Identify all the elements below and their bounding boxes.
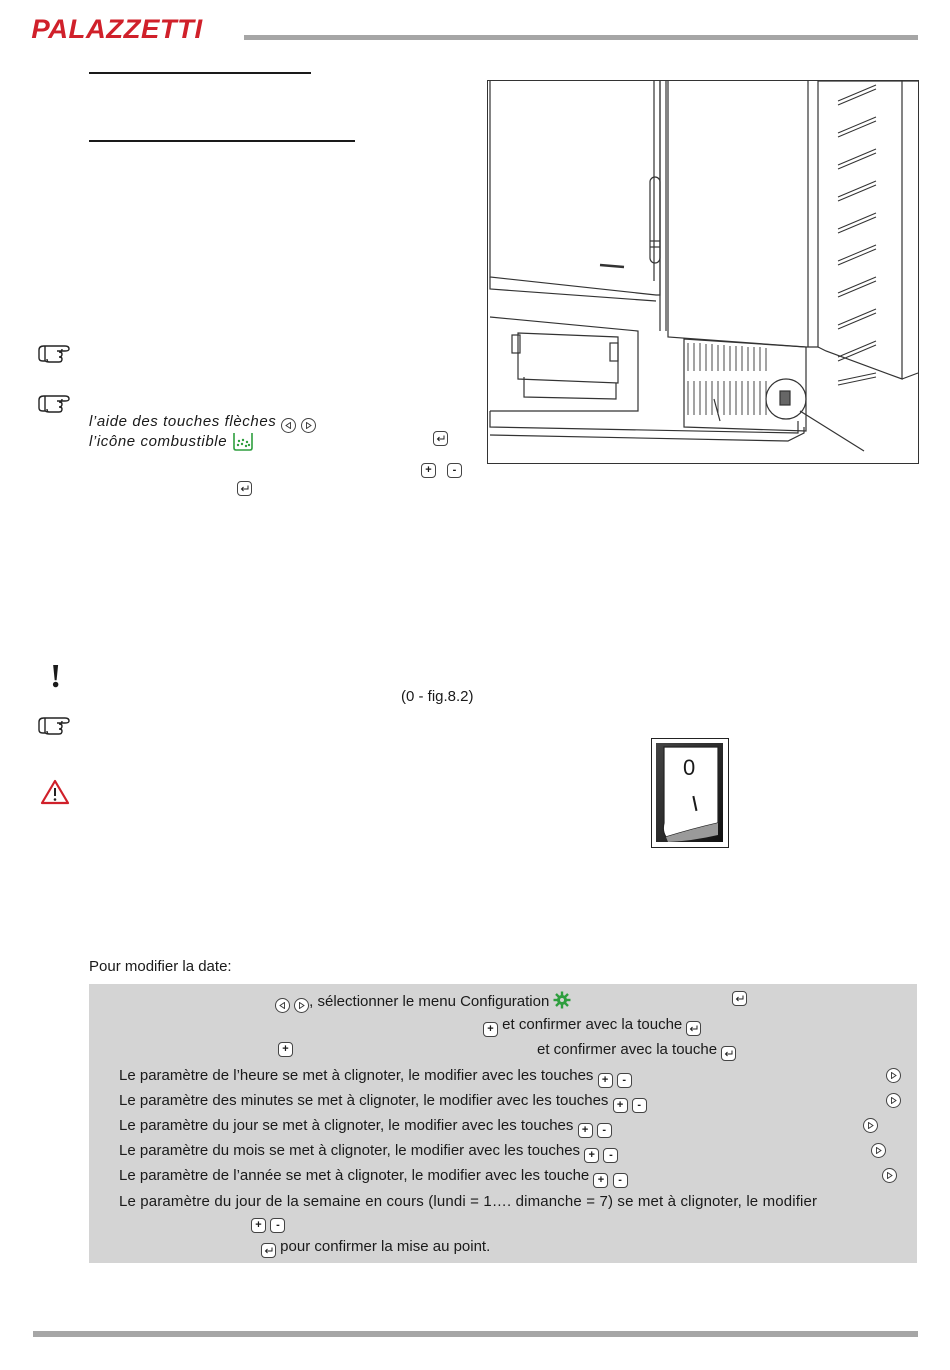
instruction-text: , sélectionner le menu Configuration: [309, 993, 550, 1010]
instruction-line: [119, 1067, 632, 1088]
instruction-text: et confirmer avec la touche: [537, 1041, 718, 1058]
arrow-right-key-icon: [871, 1143, 886, 1158]
instruction-line: [119, 1092, 647, 1113]
minus-key-icon: -: [617, 1073, 632, 1088]
arrow-right-key-icon: [886, 1093, 901, 1108]
instruction-panel: [89, 984, 917, 1263]
minus-key-icon: -: [447, 463, 462, 478]
minus-key-icon: -: [603, 1148, 618, 1163]
stove-drawing: [488, 81, 920, 465]
arrow-right-key-icon: [886, 1068, 901, 1083]
minus-key-icon: -: [597, 1123, 612, 1138]
instruction-text: et confirmer avec la touche: [502, 1016, 683, 1033]
enter-key-icon: [686, 1021, 701, 1036]
hand-pointer-icon: [37, 340, 75, 366]
left-text: l’icône combustible: [89, 433, 228, 450]
header-rule: [244, 35, 918, 40]
minus-key-icon: -: [270, 1218, 285, 1233]
plus-key-icon: +: [578, 1123, 593, 1138]
date-intro: Pour modifier la date:: [89, 958, 232, 975]
fuel-icon: [232, 431, 254, 451]
instruction-line: [275, 991, 571, 1013]
enter-key-icon: [261, 1243, 276, 1258]
instruction-text: Le paramètre de l’année se met à clignoter, le modifier avec les touche: [119, 1167, 590, 1184]
switch-off-label: 0: [683, 755, 696, 780]
instruction-text: pour confirmer la mise au point.: [280, 1238, 491, 1255]
instruction-text: Le paramètre du jour se met à clignoter, le modifier avec les touches: [119, 1117, 574, 1134]
instruction-text: Le paramètre du jour de la semaine en cours (lundi = 1…. dimanche = 7) se met à clignoter, le modifier: [119, 1193, 818, 1210]
instruction-line: [483, 1016, 701, 1037]
instruction-line: [119, 1193, 817, 1210]
enter-key-icon: [433, 431, 448, 446]
instruction-line: [261, 1238, 490, 1258]
title-rule: [89, 140, 355, 142]
arrow-right-key-icon: [301, 418, 316, 433]
footer-rule: [33, 1331, 918, 1337]
enter-key-icon: [732, 991, 747, 1006]
title-rule: [89, 72, 311, 74]
plus-key-icon: +: [483, 1022, 498, 1037]
plus-key-icon: +: [278, 1042, 293, 1057]
left-text: l’aide des touches flèches: [89, 413, 277, 430]
exclamation-icon: !: [50, 658, 62, 695]
arrow-right-key-icon: [863, 1118, 878, 1133]
arrow-left-key-icon: [275, 998, 290, 1013]
left-text-line: [89, 413, 316, 433]
plus-key-icon: +: [593, 1173, 608, 1188]
minus-key-icon: -: [632, 1098, 647, 1113]
brand-logo: PALAZZETTI: [31, 14, 203, 44]
arrow-right-key-icon: [294, 998, 309, 1013]
enter-key-icon: [721, 1046, 736, 1061]
enter-key-icon: [237, 481, 252, 496]
instruction-line: [119, 1117, 612, 1138]
arrow-right-key-icon: [882, 1168, 897, 1183]
instruction-line: [119, 1142, 618, 1163]
arrow-left-key-icon: [281, 418, 296, 433]
warning-triangle-icon: [40, 779, 70, 805]
key-group: [251, 1212, 285, 1233]
minus-key-icon: -: [613, 1173, 628, 1188]
instruction-text: Le paramètre du mois se met à clignoter, le modifier avec les touches: [119, 1142, 581, 1159]
plus-key-icon: +: [251, 1218, 266, 1233]
plus-key-icon: +: [598, 1073, 613, 1088]
instruction-line: [119, 1167, 628, 1188]
plus-key-icon: +: [421, 463, 436, 478]
gear-icon: [553, 991, 571, 1009]
hand-pointer-icon: [37, 712, 75, 738]
plus-key-icon: +: [613, 1098, 628, 1113]
plus-key-icon: +: [584, 1148, 599, 1163]
stove-figure: [487, 80, 919, 464]
left-text-line: [89, 431, 254, 451]
figure-caption: (0 - fig.8.2): [401, 688, 474, 705]
instruction-text: Le paramètre des minutes se met à clignoter, le modifier avec les touches: [119, 1092, 609, 1109]
hand-pointer-icon: [37, 390, 75, 416]
power-switch-figure: [651, 738, 729, 848]
instruction-line: [537, 1041, 736, 1061]
switch-on-label: I: [689, 790, 701, 817]
instruction-text: Le paramètre de l’heure se met à clignoter, le modifier avec les touches: [119, 1067, 594, 1084]
